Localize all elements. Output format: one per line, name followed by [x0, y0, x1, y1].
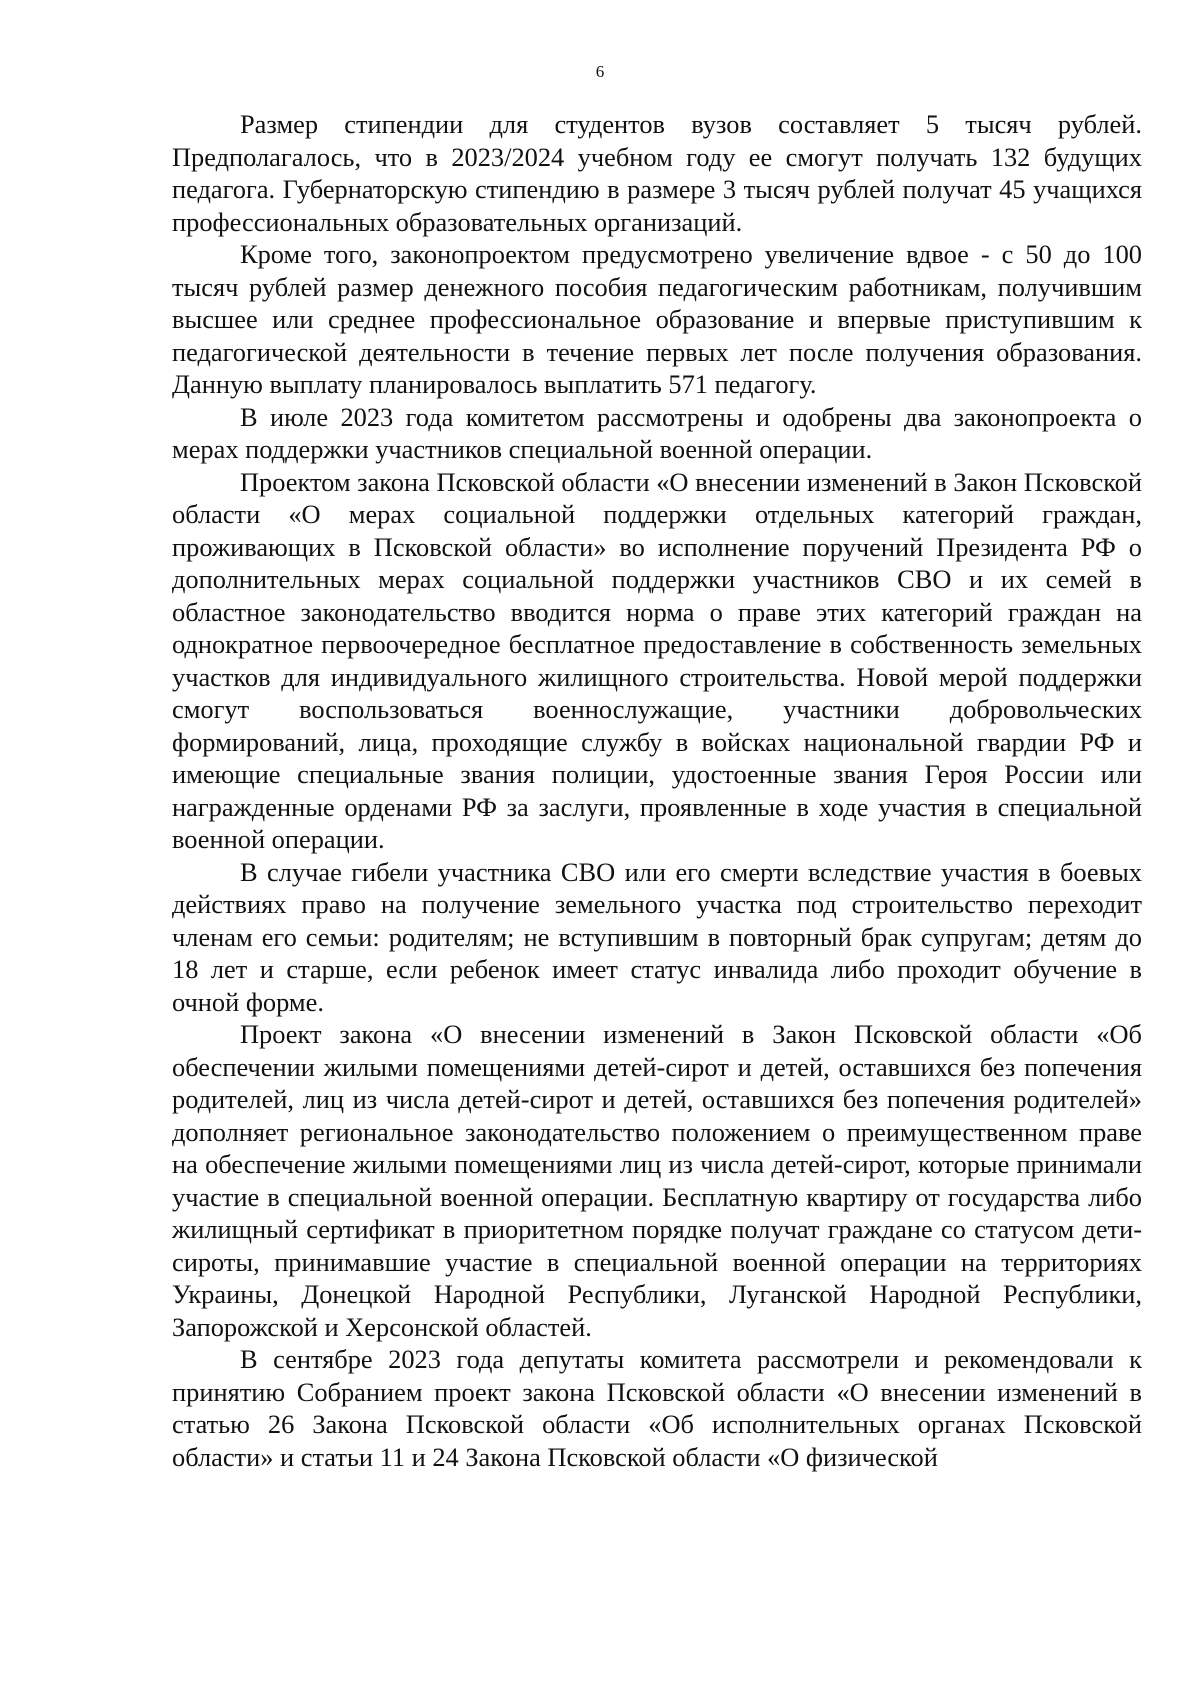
paragraph-scholarship: Размер стипендии для студентов вузов составляет 5 тысяч рублей. Предполагалось, что в 2023/2024 учебном году ее смогут получать 132 будущих педагога. Губернаторскую стипендию в размере 3 тысяч рублей получат 45 учащихся профессиональных образовательных организаций. [172, 109, 1142, 237]
paragraph-teacher-allowance: Кроме того, законопроектом предусмотрено увеличение вдвое - с 50 до 100 тысяч рублей размер денежного пособия педагогическим работникам, получившим высшее или среднее профессиональное образование и впервые приступившим к педагогической деятельности в течение первых лет после получения образования. Данную выплату планировалось выплатить 571 педагогу. [172, 239, 1142, 399]
paragraph-land-plots-bill: Проектом закона Псковской области «О внесении изменений в Закон Псковской области «О мерах социальной поддержки отдельных категорий граждан, проживающих в Псковской области» во исполнение поручений Президента РФ о дополнительных мерах социальной поддержки участников СВО и их семей в областное законодательство вводится норма о праве этих категорий граждан на однократное первоочередное бесплатное предоставление в собственность земельных участков для индивидуального жилищного строительства. Новой мерой поддержки смогут воспользоваться военнослужащие, участники добровольческих формирований, лица, проходящие службу в войсках национальной гвардии РФ и имеющие специальные звания полиции, удостоенные звания Героя России или награжденные орденами РФ за заслуги, проявленные в ходе участия в специальной военной операции. [172, 466, 1142, 854]
paragraph-july-bills: В июле 2023 года комитетом рассмотрены и одобрены два законопроекта о мерах поддержки участников специальной военной операции. [172, 401, 1142, 464]
page-number: 6 [595, 62, 605, 81]
paragraph-september-bill: В сентябре 2023 года депутаты комитета рассмотрели и рекомендовали к принятию Собранием проект закона Псковской области «О внесении изменений в статью 26 Закона Псковской области «Об исполнительных органах Псковской области» и статьи 11 и 24 Закона Псковской области «О физической [172, 1344, 1142, 1472]
paragraph-orphans-housing-bill: Проект закона «О внесении изменений в Закон Псковской области «Об обеспечении жилыми помещениями детей-сирот и детей, оставшихся без попечения родителей, лиц из числа детей-сирот и детей, оставшихся без попечения родителей» дополняет региональное законодательство положением о преимущественном праве на обеспечение жилыми помещениями лиц из числа детей-сирот, которые принимали участие в специальной военной операции. Бесплатную квартиру от государства либо жилищный сертификат в приоритетном порядке получат граждане со статусом дети-сироты, принимавшие участие в специальной военной операции на территориях Украины, Донецкой Народной Республики, Луганской Народной Республики, Запорожской и Херсонской областей. [172, 1019, 1142, 1342]
document-body [172, 108, 1142, 1473]
paragraph-family-rights: В случае гибели участника СВО или его смерти вследствие участия в боевых действиях право на получение земельного участка под строительство переходит членам его семьи: родителям; не вступившим в повторный брак супругам; детям до 18 лет и старше, если ребенок имеет статус инвалида либо проходит обучение в очной форме. [172, 856, 1142, 1017]
